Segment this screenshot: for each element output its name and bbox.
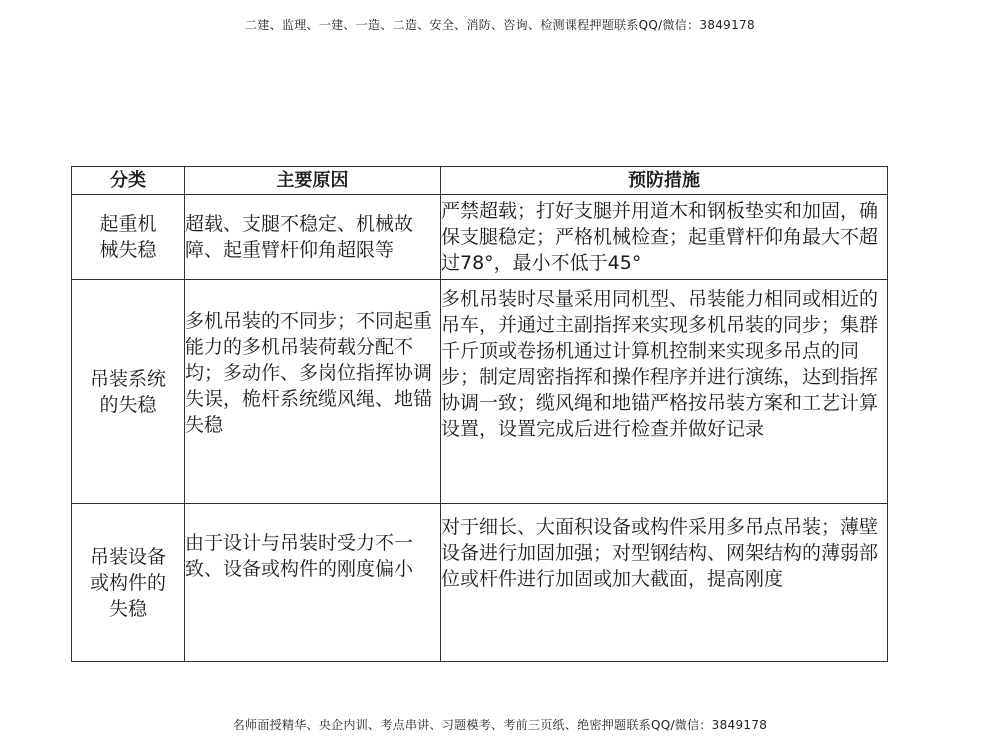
table-row bbox=[72, 195, 888, 280]
row-measure: 多机吊装时尽量采用同机型、吊装能力相同或相近的吊车，并通过主副指挥来实现多机吊装的同步；集群千斤顶或卷扬机通过计算机控制来实现多吊点的同步；制定周密指挥和操作程序并进行演练，达到指挥协调一致；缆风绳和地锚严格按吊装方案和工艺计算设置，设置完成后进行检查并做好记录 bbox=[441, 280, 888, 504]
row-cause: 由于设计与吊装时受力不一致、设备或构件的刚度偏小 bbox=[185, 504, 441, 662]
row-cause: 超载、支腿不稳定、机械故障、起重臂杆仰角超限等 bbox=[185, 195, 441, 280]
header-category: 分类 bbox=[72, 167, 185, 195]
header-cause: 主要原因 bbox=[185, 167, 441, 195]
row-category-text: 吊装设备或构件的失稳 bbox=[89, 545, 166, 620]
table-header-row bbox=[72, 167, 888, 195]
row-category-text: 吊装系统的失稳 bbox=[89, 367, 166, 416]
hoisting-instability-table bbox=[71, 166, 888, 662]
row-measure: 严禁超载；打好支腿并用道木和钢板垫实和加固，确保支腿稳定；严格机械检查；起重臂杆仰角最大不超过78°，最小不低于45° bbox=[441, 195, 888, 280]
row-category-text: 起重机械失稳 bbox=[99, 213, 157, 261]
row-cause: 多机吊装的不同步；不同起重能力的多机吊装荷载分配不均；多动作、多岗位指挥协调失误，桅杆系统缆风绳、地锚失稳 bbox=[185, 280, 441, 504]
row-measure: 对于细长、大面积设备或构件采用多吊点吊装；薄壁设备进行加固加强；对型钢结构、网架结构的薄弱部位或杆件进行加固或加大截面，提高刚度 bbox=[441, 504, 888, 662]
row-category bbox=[72, 280, 185, 504]
row-category bbox=[72, 504, 185, 662]
table-row bbox=[72, 504, 888, 662]
row-category bbox=[72, 195, 185, 280]
table-row bbox=[72, 280, 888, 504]
header-contact-note: 二建、监理、一建、一造、二造、安全、消防、咨询、检测课程押题联系QQ/微信：3849178 bbox=[245, 18, 755, 32]
header-measure: 预防措施 bbox=[441, 167, 888, 195]
footer-contact-note: 名师面授精华、央企内训、考点串讲、习题模考、考前三页纸、绝密押题联系QQ/微信：3849178 bbox=[232, 718, 768, 732]
